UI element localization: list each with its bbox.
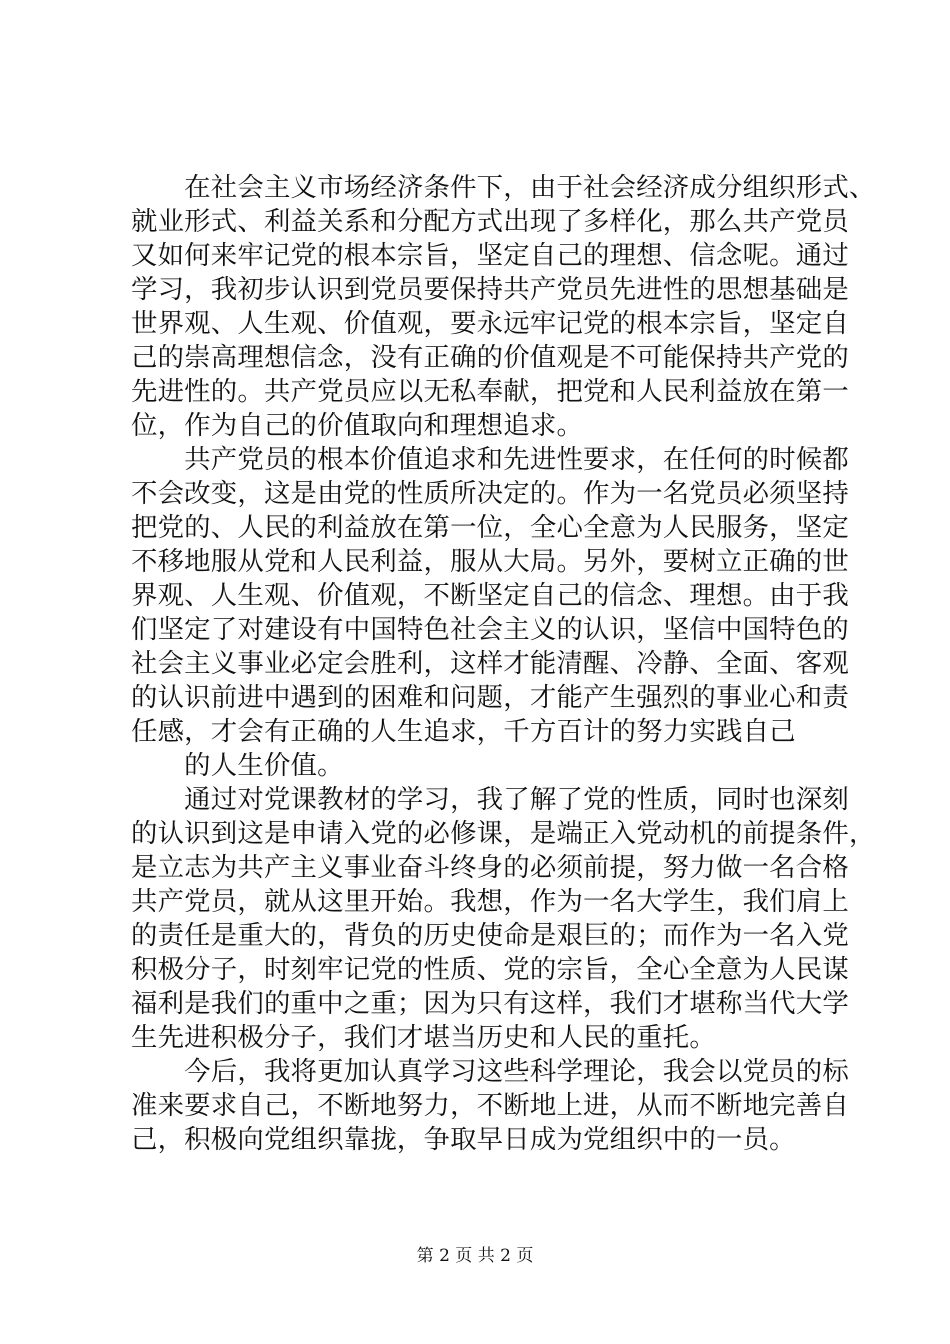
text-line: 界观、人生观、价值观，不断坚定自己的信念、理想。由于我 <box>131 580 849 611</box>
text-line: 社会主义事业必定会胜利，这样才能清醒、冷静、全面、客观 <box>131 648 849 679</box>
text-line: 的认识前进中遇到的困难和问题，才能产生强烈的事业心和责 <box>131 682 849 713</box>
text-line: 通过对党课教材的学习，我了解了党的性质，同时也深刻 <box>131 784 849 815</box>
text-line: 就业形式、利益关系和分配方式出现了多样化，那么共产党员 <box>131 206 849 237</box>
text-line: 准来要求自己，不断地努力，不断地上进，从而不断地完善自 <box>131 1090 849 1121</box>
text-line: 先进性的。共产党员应以无私奉献，把党和人民利益放在第一 <box>131 376 849 407</box>
text-line: 的认识到这是申请入党的必修课，是端正入党动机的前提条件， <box>131 818 876 849</box>
text-line: 生先进积极分子，我们才堪当历史和人民的重托。 <box>131 1022 716 1053</box>
text-line: 的人生价值。 <box>131 750 344 781</box>
text-line: 共产党员的根本价值追求和先进性要求，在任何的时候都 <box>131 444 849 475</box>
text-line: 共产党员，就从这里开始。我想，作为一名大学生，我们肩上 <box>131 886 849 917</box>
text-line: 在社会主义市场经济条件下，由于社会经济成分组织形式、 <box>131 172 876 203</box>
text-line: 己，积极向党组织靠拢，争取早日成为党组织中的一员。 <box>131 1124 796 1155</box>
text-line: 又如何来牢记党的根本宗旨，坚定自己的理想、信念呢。通过 <box>131 240 849 271</box>
text-line: 福利是我们的重中之重；因为只有这样，我们才堪称当代大学 <box>131 988 849 1019</box>
text-line: 任感，才会有正确的人生追求，千方百计的努力实践自己 <box>131 716 796 747</box>
text-line: 位，作为自己的价值取向和理想追求。 <box>131 410 584 441</box>
text-line: 己的崇高理想信念，没有正确的价值观是不可能保持共产党的 <box>131 342 849 373</box>
text-line: 的责任是重大的，背负的历史使命是艰巨的；而作为一名入党 <box>131 920 849 951</box>
text-line: 不会改变，这是由党的性质所决定的。作为一名党员必须坚持 <box>131 478 849 509</box>
page-number-footer: 第 2 页 共 2 页 <box>416 1246 534 1266</box>
text-line: 世界观、人生观、价值观，要永远牢记党的根本宗旨，坚定自 <box>131 308 849 339</box>
text-line: 积极分子，时刻牢记党的性质、党的宗旨，全心全意为人民谋 <box>131 954 849 985</box>
text-line: 今后，我将更加认真学习这些科学理论，我会以党员的标 <box>131 1056 849 1087</box>
text-line: 是立志为共产主义事业奋斗终身的必须前提，努力做一名合格 <box>131 852 849 883</box>
text-line: 学习，我初步认识到党员要保持共产党员先进性的思想基础是 <box>131 274 849 305</box>
text-line: 不移地服从党和人民利益，服从大局。另外，要树立正确的世 <box>131 546 849 577</box>
text-line: 把党的、人民的利益放在第一位，全心全意为人民服务，坚定 <box>131 512 849 543</box>
text-line: 们坚定了对建设有中国特色社会主义的认识，坚信中国特色的 <box>131 614 849 645</box>
